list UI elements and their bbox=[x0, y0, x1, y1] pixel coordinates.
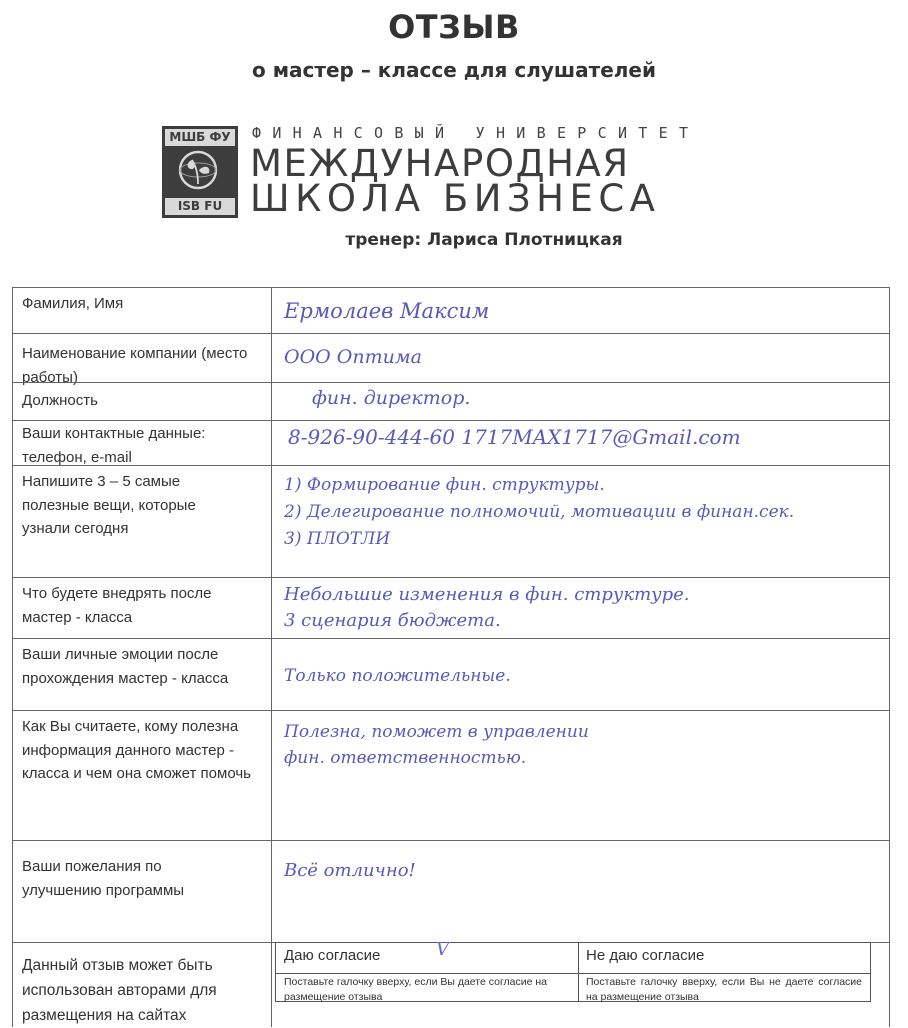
form-row-useful-things bbox=[12, 465, 890, 578]
consent-disagree-label: Не даю согласие bbox=[586, 947, 705, 964]
logo-school-name-1: МЕЖДУНАРОДНАЯ bbox=[250, 142, 630, 185]
form-row-contacts bbox=[12, 420, 890, 466]
field-label: Наименование компании (место работы) bbox=[22, 345, 248, 386]
logo-university-name: ФИНАНСОВЫЙ УНИВЕРСИТЕТ bbox=[252, 124, 700, 142]
trainer-name: тренер: Лариса Плотницкая bbox=[345, 230, 623, 250]
form-row-position bbox=[12, 382, 890, 421]
field-label: Должность bbox=[22, 392, 98, 409]
field-label: Что будете внедрять после мастер - класса bbox=[22, 585, 212, 626]
emotions-field[interactable]: Только положительные. bbox=[284, 666, 511, 686]
globe-leaf-icon bbox=[178, 150, 218, 190]
university-logo bbox=[162, 126, 712, 220]
position-field[interactable]: фин. директор. bbox=[312, 387, 471, 409]
consent-disagree[interactable] bbox=[578, 943, 870, 1001]
name-field[interactable]: Ермолаев Максим bbox=[284, 299, 490, 323]
field-label: Ваши пожелания по улучшению программы bbox=[22, 858, 185, 899]
logo-school-name-2: ШКОЛА БИЗНЕСА bbox=[250, 177, 661, 220]
implement-field[interactable]: Небольшие изменения в фин. структуре. 3 сценария бюджета. bbox=[284, 584, 690, 631]
consent-agree-note: Поставьте галочку вверху, если Вы даете согласие на размещение отзыва bbox=[284, 976, 548, 1003]
page-subtitle: о мастер – классе для слушателей bbox=[251, 58, 657, 82]
field-label: Ваши личные эмоции после прохождения мастер - класса bbox=[22, 646, 229, 687]
logo-badge bbox=[162, 126, 238, 218]
field-label: Как Вы считаете, кому полезна информация данного мастер - класса и чем она сможет помочь bbox=[22, 718, 251, 782]
field-label: Напишите 3 – 5 самые полезные вещи, которые узнали сегодня bbox=[22, 473, 196, 537]
logo-badge-top: МШБ ФУ bbox=[165, 129, 235, 146]
form-row-name bbox=[12, 287, 890, 334]
form-row-emotions bbox=[12, 638, 890, 711]
form-row-usefulness bbox=[12, 710, 890, 841]
check-mark-icon[interactable]: V bbox=[436, 939, 449, 960]
field-label: Фамилия, Имя bbox=[22, 295, 124, 312]
consent-agree-label: Даю согласие bbox=[284, 947, 381, 964]
consent-agree[interactable] bbox=[276, 939, 579, 1003]
form-row-company bbox=[12, 333, 890, 386]
consent-agree-header[interactable] bbox=[276, 939, 578, 974]
usefulness-field[interactable]: Полезна, поможет в управлении фин. ответственностью. bbox=[284, 722, 589, 768]
form-row-wishes bbox=[12, 840, 890, 943]
field-label: Данный отзыв может быть использован авторами для размещения на сайтах bbox=[22, 957, 217, 1024]
logo-badge-bottom: ISB FU bbox=[165, 198, 235, 215]
field-label: Ваши контактные данные: телефон, e-mail bbox=[22, 425, 206, 466]
consent-disagree-note: Поставьте галочку вверху, если Вы не даете согласие на размещение отзыва bbox=[586, 976, 862, 1003]
wishes-field[interactable]: Всё отлично! bbox=[284, 860, 416, 881]
company-field[interactable]: ООО Оптима bbox=[284, 346, 422, 368]
page-title: ОТЗЫВ bbox=[388, 8, 520, 46]
contacts-field[interactable]: 8-926-90-444-60 1717MAX1717@Gmail.com bbox=[288, 425, 741, 449]
consent-disagree-header[interactable] bbox=[578, 943, 870, 974]
feedback-form-table bbox=[12, 287, 890, 1027]
useful-things-field[interactable]: 1) Формирование фин. структуры. 2) Делегирование полномочий, мотивации в финан.сек. 3) ПЛОТЛИ bbox=[284, 475, 795, 549]
form-row-implement bbox=[12, 577, 890, 639]
consent-table bbox=[275, 939, 871, 1003]
